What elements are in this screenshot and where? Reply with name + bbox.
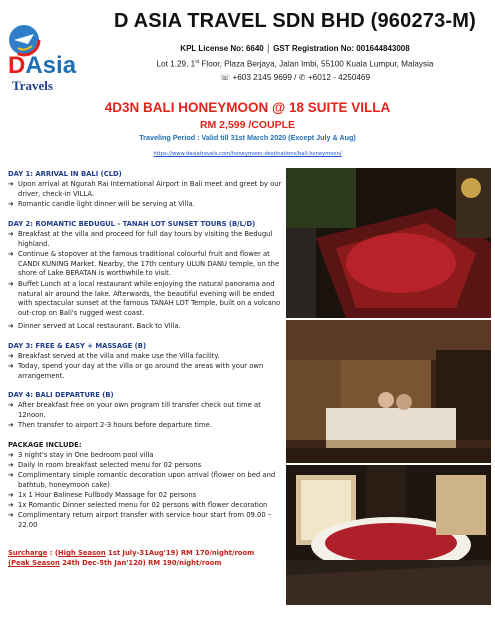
day4-item: ➔ Then transfer to airport 2-3 hours before departure time. bbox=[8, 421, 212, 429]
arrow-icon: ➔ bbox=[8, 511, 14, 519]
arrow-icon: ➔ bbox=[8, 230, 14, 238]
include-item: ➔ 1x 1 Hour Balinese Fullbody Massage for 02 persons bbox=[8, 491, 197, 499]
company-address: Lot 1.29, 1st Floor, Plaza Berjaya, Jalan Imbi, 55100 Kuala Lumpur, Malaysia bbox=[156, 59, 434, 69]
arrow-icon: ➔ bbox=[8, 322, 14, 330]
arrow-icon: ➔ bbox=[8, 491, 14, 499]
surcharge-info: Surcharge : (High Season 1st July-31Aug'19) RM 170/night/room (Peak Season 24th Dec-5th Jan'120) RM 190/night/room bbox=[8, 549, 255, 567]
day4-item: ➔ After breakfast free on your own program till transfer check out time at 12noon. bbox=[8, 401, 261, 419]
arrow-icon: ➔ bbox=[8, 471, 14, 479]
company-logo: DAsia Travels bbox=[4, 18, 84, 96]
arrow-icon: ➔ bbox=[8, 352, 14, 360]
day4-heading: DAY 4: BALI DEPARTURE (B) bbox=[8, 391, 114, 399]
include-item: ➔ Complimentary return airport transfer with service hour start from 09.00 – 22.00 bbox=[8, 511, 272, 529]
logo-text: Asia bbox=[25, 52, 77, 79]
day2-heading: DAY 2: ROMANTIC BEDUGUL - TANAH LOT SUNSET TOURS (B/L/D) bbox=[8, 220, 256, 228]
peak-season-label: (Peak Season bbox=[8, 559, 60, 567]
package-title: 4D3N BALI HONEYMOON @ 18 SUITE VILLA bbox=[104, 100, 391, 115]
company-name: D ASIA TRAVEL SDN BHD (960273-M) bbox=[113, 10, 476, 32]
photo-villa-bedroom bbox=[286, 320, 491, 463]
arrow-icon: ➔ bbox=[8, 421, 14, 429]
high-season-label: High Season bbox=[57, 549, 106, 557]
arrow-icon: ➔ bbox=[8, 461, 14, 469]
day3-item: ➔ Breakfast served at the villa and make use the Villa facility. bbox=[8, 352, 220, 360]
package-price: RM 2,599 /COUPLE bbox=[199, 119, 296, 131]
arrow-icon: ➔ bbox=[8, 200, 14, 208]
day1-item: ➔ Upon arrival at Ngurah Rai International Airport in Bali meet and greet by our driver, check-in VILLA. bbox=[8, 180, 282, 198]
phone-number: +603 2145 9699 / bbox=[232, 73, 297, 82]
day1-item: ➔ Romantic candle light dinner will be serving at Villa. bbox=[8, 200, 195, 208]
day2-item: ➔ Dinner served at Local restaurant. Back to Villa. bbox=[8, 322, 181, 330]
arrow-icon: ➔ bbox=[8, 451, 14, 459]
phone-icon: ☏ bbox=[219, 73, 231, 82]
whatsapp-number: +6012 - 4250469 bbox=[307, 73, 371, 82]
include-heading: PACKAGE INCLUDE: bbox=[8, 441, 82, 449]
travel-period: Traveling Period : Valid till 31st March 2020 (Except July & Aug) bbox=[139, 133, 356, 142]
arrow-icon: ➔ bbox=[8, 180, 14, 188]
include-item: ➔ 1x Romantic Dinner selected menu for 02 persons with flower decoration bbox=[8, 501, 268, 509]
license-info: KPL License No: 6640 │ GST Registration No: 001644843008 bbox=[180, 44, 410, 53]
surcharge-label: Surcharge bbox=[8, 549, 48, 557]
day2-item: ➔ Breakfast at the villa and proceed for full day tours by visiting the Bedugul highland. bbox=[8, 230, 273, 248]
include-item: ➔ 3 night's stay in One bedroom pool villa bbox=[8, 451, 154, 459]
day2-item: ➔ Buffet Lunch at a local restaurant while enjoying the natural panorama and natural air around the lake. Afterwards, the beautiful evening will be ended with spectacular sunset at the famous TANAH LOT Temple, built on a volcano out-crop on Bali's rugged west coast. bbox=[8, 280, 281, 317]
day3-item: ➔ Today, spend your day at the villa or go around the areas with your own arrangement. bbox=[8, 362, 264, 380]
arrow-icon: ➔ bbox=[8, 501, 14, 509]
contact-line bbox=[100, 72, 490, 82]
arrow-icon: ➔ bbox=[8, 280, 14, 288]
package-link[interactable]: https://www.dasiatravels.com/honeymoon-destinations/bali-honeymoon/ bbox=[153, 151, 342, 157]
day1-heading: DAY 1: ARRIVAL IN BALI (CLD) bbox=[8, 170, 122, 178]
arrow-icon: ➔ bbox=[8, 401, 14, 409]
whatsapp-icon: ✆ bbox=[298, 73, 306, 82]
logo-sub: Travels bbox=[12, 78, 53, 93]
photo-villa-pool-petals bbox=[286, 168, 491, 318]
include-item: ➔ Complimentary simple romantic decoration upon arrival (flower on bed and bathtub, honeymoon cake) bbox=[8, 471, 276, 489]
day2-item: ➔ Continue & stopover at the famous traditional colourful fruit and flower at CANDI KUNING Market. Nearby, the 17th century ULUN DANU temple, on the shore of Lake BERATAN is worthwhile to visit. bbox=[8, 250, 280, 278]
arrow-icon: ➔ bbox=[8, 362, 14, 370]
include-item: ➔ Daily in room breakfast selected menu for 02 persons bbox=[8, 461, 202, 469]
photo-villa-bathtub bbox=[286, 465, 491, 605]
day3-heading: DAY 3: FREE & EASY + MASSAGE (B) bbox=[8, 342, 147, 350]
arrow-icon: ➔ bbox=[8, 250, 14, 258]
